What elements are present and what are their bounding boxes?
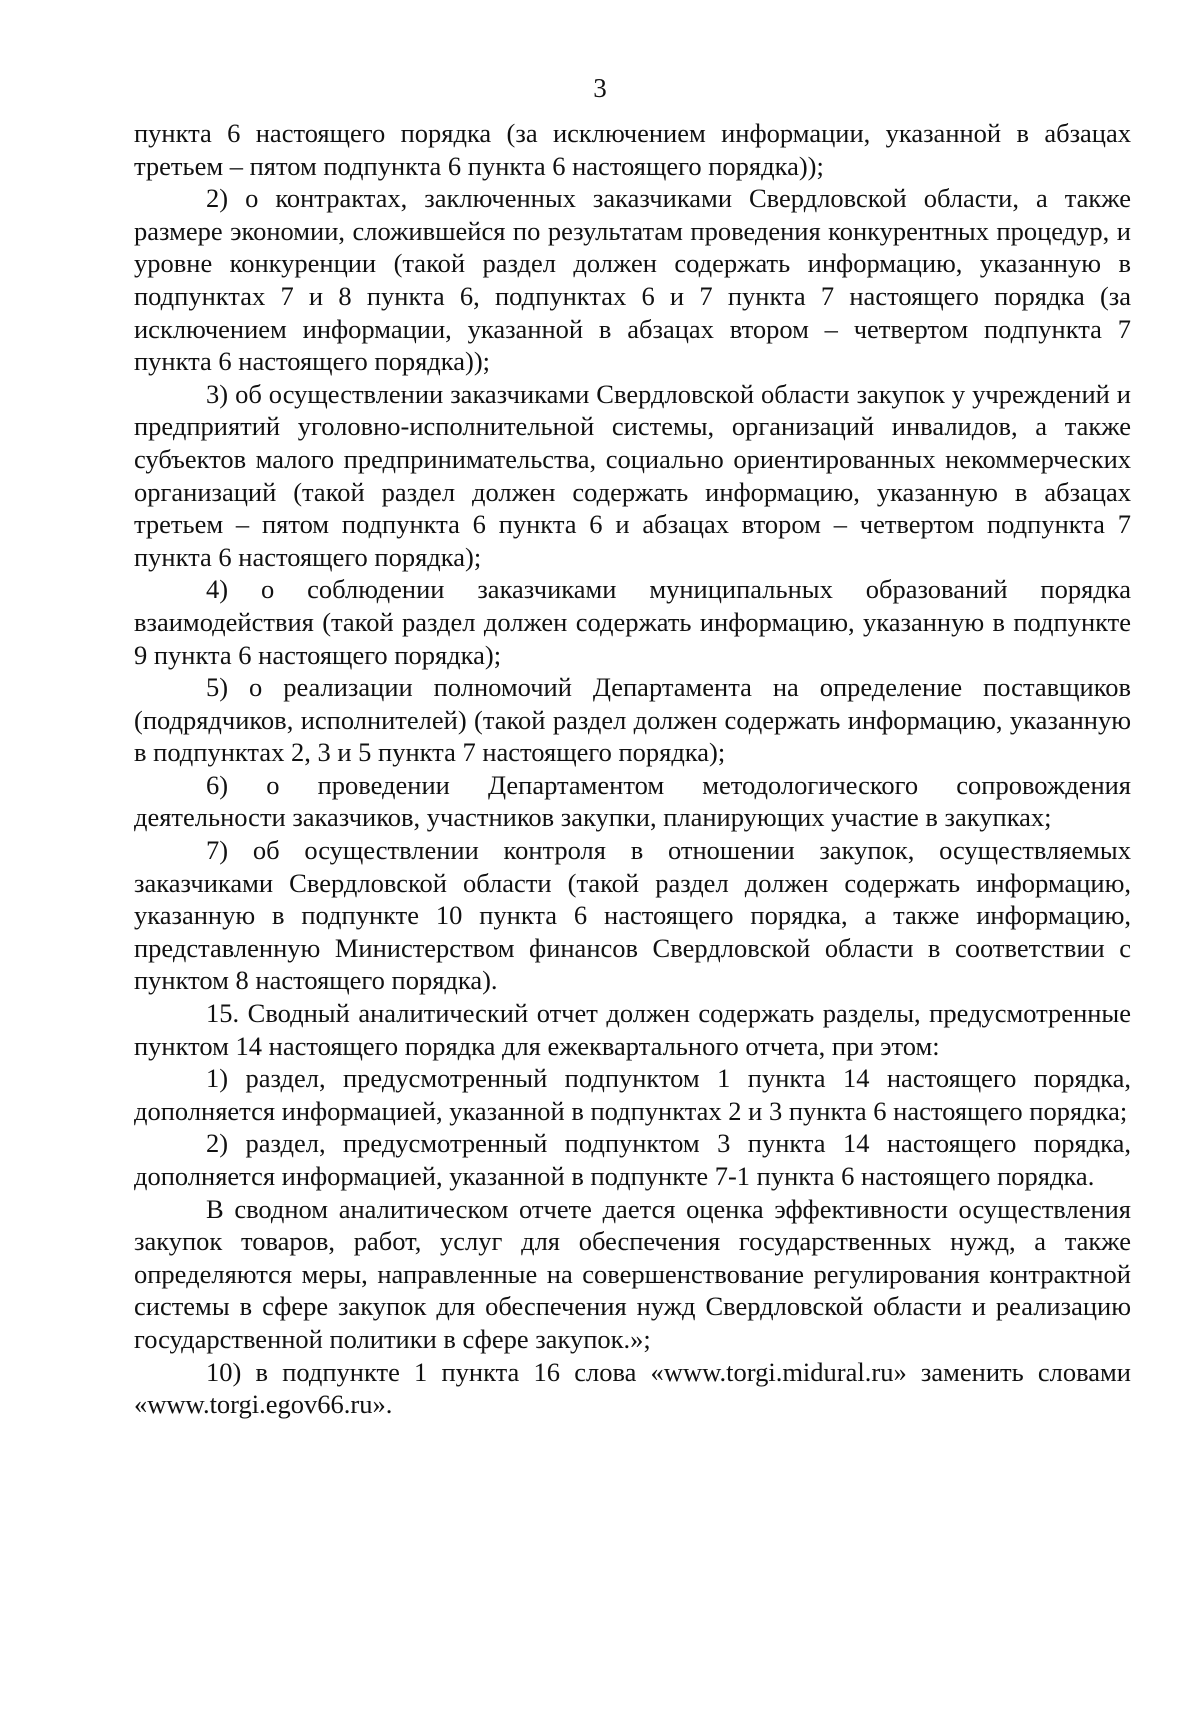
- paragraph: В сводном аналитическом отчете дается оценка эффективности осуществления закупок товаров, работ, услуг для обеспечения государственных нужд, а также определяются меры, направленные на совершенствование регулирования контрактной системы в сфере закупок для обеспечения нужд Свердловской области и реализацию государственной политики в сфере закупок.»;: [134, 1193, 1131, 1354]
- document-body: [134, 117, 1131, 1421]
- paragraph: 4) о соблюдении заказчиками муниципальных образований порядка взаимодействия (такой раздел должен содержать информацию, указанную в подпункте 9 пункта 6 настоящего порядка);: [134, 574, 1131, 670]
- page-number: 3: [593, 73, 607, 103]
- paragraph: 6) о проведении Департаментом методологического сопровождения деятельности заказчиков, участников закупки, планирующих участие в закупках;: [134, 769, 1131, 833]
- paragraph: 3) об осуществлении заказчиками Свердловской области закупок у учреждений и предприятий уголовно-исполнительной системы, организаций инвалидов, а также субъектов малого предпринимательства, социально ориентированных некоммерческих организаций (такой раздел должен содержать информацию, указанную в абзацах третьем – пятом подпункта 6 пункта 6 и абзацах втором – четвертом подпункта 7 пункта 6 настоящего порядка);: [134, 378, 1131, 572]
- paragraph: 15. Сводный аналитический отчет должен содержать разделы, предусмотренные пунктом 14 настоящего порядка для ежеквартального отчета, при этом:: [134, 998, 1131, 1061]
- paragraph: пункта 6 настоящего порядка (за исключением информации, указанной в абзацах третьем – пятом подпункта 6 пункта 6 настоящего порядка));: [134, 118, 1131, 181]
- paragraph: 7) об осуществлении контроля в отношении закупок, осуществляемых заказчиками Свердловской области (такой раздел должен содержать информацию, указанную в подпункте 10 пункта 6 настоящего порядка, а также информацию, представленную Министерством финансов Свердловской области в соответствии с пунктом 8 настоящего порядка).: [134, 835, 1131, 996]
- paragraph: 2) о контрактах, заключенных заказчиками Свердловской области, а также размере экономии, сложившейся по результатам проведения конкурентных процедур, и уровне конкуренции (такой раздел должен содержать информацию, указанную в подпунктах 7 и 8 пункта 6, подпунктах 6 и 7 пункта 7 настоящего порядка (за исключением информации, указанной в абзацах втором – четвертом подпункта 7 пункта 6 настоящего порядка));: [134, 183, 1131, 377]
- paragraph: 1) раздел, предусмотренный подпунктом 1 пункта 14 настоящего порядка, дополняется информацией, указанной в подпунктах 2 и 3 пункта 6 настоящего порядка;: [134, 1063, 1131, 1126]
- paragraph: 5) о реализации полномочий Департамента на определение поставщиков (подрядчиков, исполнителей) (такой раздел должен содержать информацию, указанную в подпунктах 2, 3 и 5 пункта 7 настоящего порядка);: [134, 672, 1131, 768]
- paragraph: 10) в подпункте 1 пункта 16 слова «www.torgi.midural.ru» заменить словами «www.torgi.egov66.ru».: [134, 1356, 1131, 1420]
- paragraph: 2) раздел, предусмотренный подпунктом 3 пункта 14 настоящего порядка, дополняется информацией, указанной в подпункте 7-1 пункта 6 настоящего порядка.: [134, 1128, 1131, 1191]
